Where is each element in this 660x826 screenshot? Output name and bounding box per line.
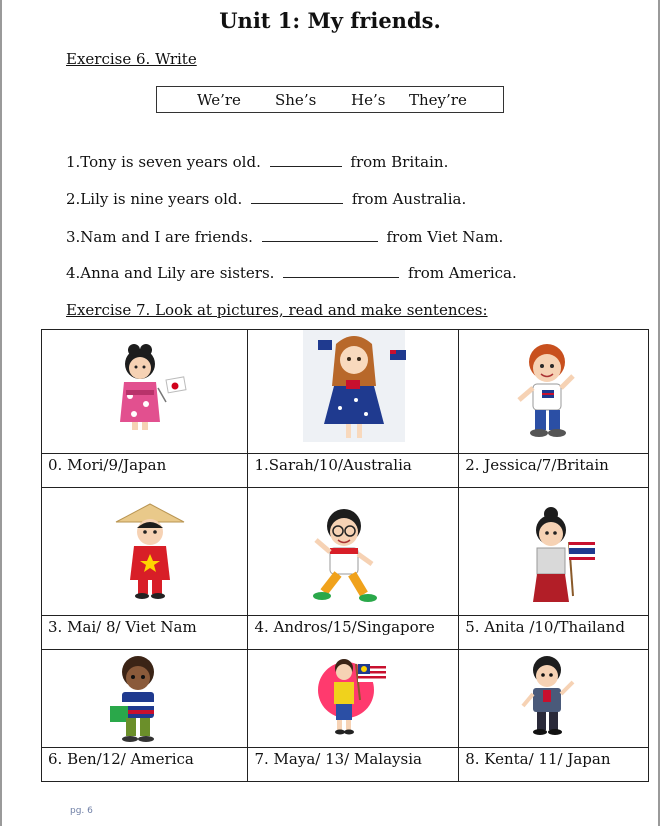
- boy-britain-icon: [459, 330, 648, 454]
- sentence-4: [66, 264, 517, 282]
- sentence-3-ending: from Viet Nam.: [386, 228, 504, 246]
- cell-3-picture: [42, 488, 248, 616]
- girl-malaysia-icon: [248, 650, 458, 748]
- blank-1[interactable]: [270, 165, 342, 167]
- girl-kimono-icon: [42, 330, 248, 454]
- cell-7-picture: [248, 650, 459, 748]
- cell-8-picture: [459, 650, 649, 748]
- cell-0-picture: [42, 330, 248, 454]
- caption-0: 0. Mori/9/Japan: [48, 456, 167, 474]
- boy-glasses-icon: [248, 488, 458, 616]
- caption-3: 3. Mai/ 8/ Viet Nam: [48, 618, 197, 636]
- blank-4[interactable]: [283, 276, 399, 278]
- word-box: [156, 86, 504, 113]
- girl-thailand-icon: [459, 488, 648, 616]
- cell-4-picture: [248, 488, 459, 616]
- sentence-2-text: 2.Lily is nine years old.: [66, 190, 243, 208]
- caption-6: 6. Ben/12/ America: [48, 750, 194, 768]
- cell-0: [42, 454, 248, 488]
- cell-2: [459, 454, 649, 488]
- word-4: They’re: [409, 90, 467, 109]
- sentence-2: [66, 190, 466, 208]
- sentence-2-ending: from Australia.: [351, 190, 467, 208]
- cell-5: [459, 616, 649, 650]
- cell-3: [42, 616, 248, 650]
- caption-8: 8. Kenta/ 11/ Japan: [465, 750, 611, 768]
- caption-5: 5. Anita /10/Thailand: [465, 618, 625, 636]
- cell-6-picture: [42, 650, 248, 748]
- exercise-6-heading: Exercise 6. Write: [66, 50, 197, 68]
- boy-america-icon: [42, 650, 248, 748]
- girl-vietnam-icon: [42, 488, 248, 616]
- caption-2: 2. Jessica/7/Britain: [465, 456, 609, 474]
- cell-8: [459, 748, 649, 782]
- cell-2-picture: [459, 330, 649, 454]
- boy-japan-icon: [459, 650, 648, 748]
- cell-6: [42, 748, 248, 782]
- page-number: pg. 6: [70, 806, 93, 816]
- cell-4: [248, 616, 459, 650]
- picture-grid: [41, 329, 649, 782]
- sentence-1-ending: from Britain.: [350, 153, 449, 171]
- exercise-7-heading: Exercise 7. Look at pictures, read and make sentences:: [66, 301, 488, 319]
- word-2: She’s: [275, 90, 317, 109]
- word-3: He’s: [351, 90, 386, 109]
- cell-1: [248, 454, 459, 488]
- sentence-3: [66, 228, 503, 246]
- sentence-4-text: 4.Anna and Lily are sisters.: [66, 264, 275, 282]
- girl-australia-icon: [248, 330, 458, 454]
- page-border-left: [0, 0, 2, 826]
- blank-3[interactable]: [262, 240, 378, 242]
- page-title: Unit 1: My friends.: [219, 8, 441, 33]
- sentence-1: [66, 153, 448, 171]
- sentence-1-text: 1.Tony is seven years old.: [66, 153, 261, 171]
- caption-1: 1.Sarah/10/Australia: [254, 456, 412, 474]
- caption-4: 4. Andros/15/Singapore: [254, 618, 435, 636]
- blank-2[interactable]: [251, 202, 343, 204]
- caption-7: 7. Maya/ 13/ Malaysia: [254, 750, 422, 768]
- cell-1-picture: [248, 330, 459, 454]
- sentence-4-ending: from America.: [408, 264, 517, 282]
- sentence-3-text: 3.Nam and I are friends.: [66, 228, 253, 246]
- word-1: We’re: [197, 90, 241, 109]
- cell-7: [248, 748, 459, 782]
- cell-5-picture: [459, 488, 649, 616]
